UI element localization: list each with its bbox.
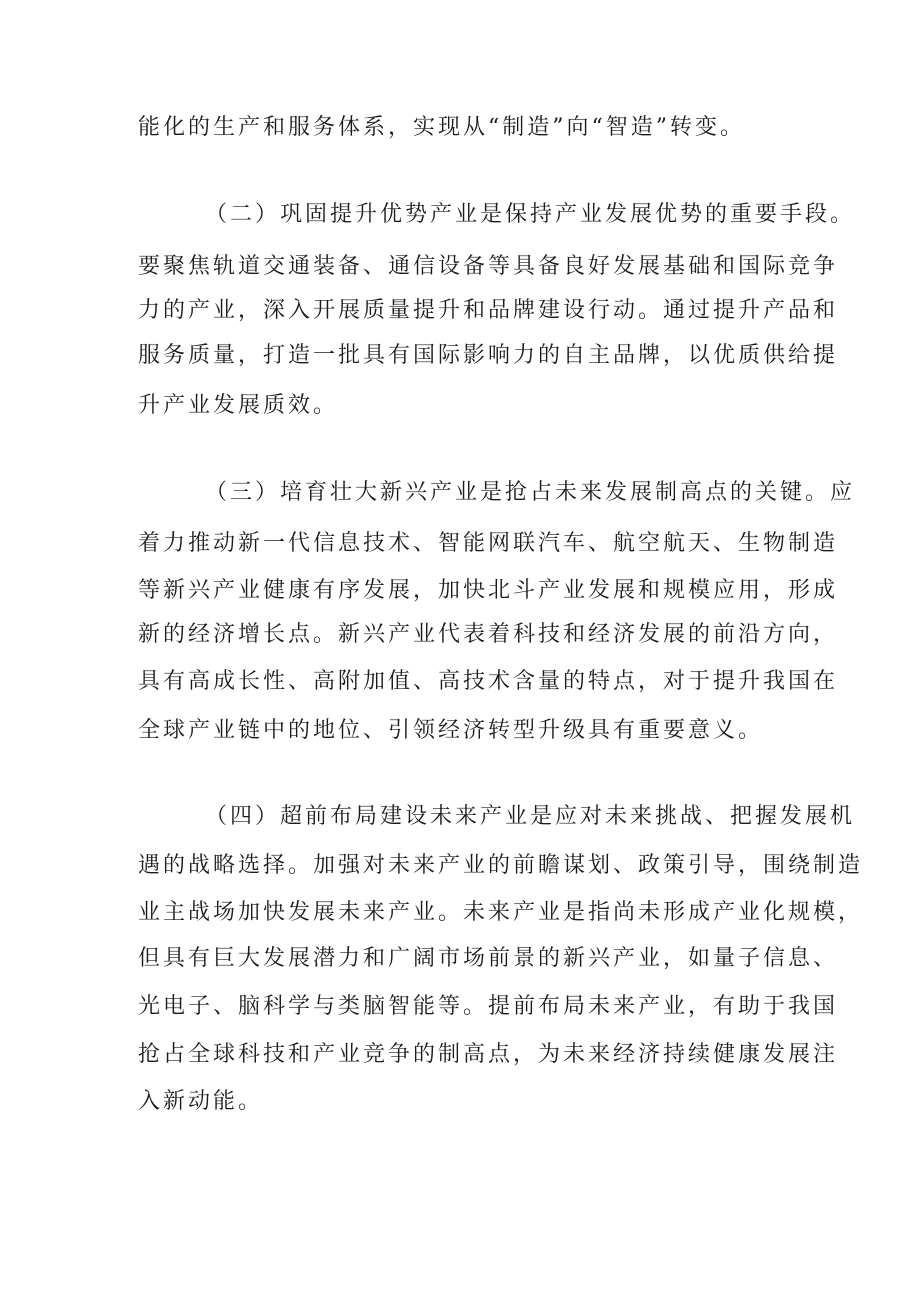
paragraph-2-line-1: 着力推动新一代信息技术、智能网联汽车、航空航天、生物制造 bbox=[138, 531, 839, 556]
paragraph-3-line-0: （四）超前布局建设未来产业是应对未来挑战、把握发展机 bbox=[205, 804, 856, 829]
paragraph-2-line-2: 等新兴产业健康有序发展，加快北斗产业发展和规模应用，形成 bbox=[138, 578, 839, 603]
paragraph-2-line-4: 具有高成长性、高附加值、高技术含量的特点，对于提升我国在 bbox=[138, 669, 839, 694]
paragraph-3-line-6: 入新动能。 bbox=[138, 1089, 264, 1114]
paragraph-1-line-1: 要聚焦轨道交通装备、通信设备等具备良好发展基础和国际竞争 bbox=[138, 254, 839, 279]
paragraph-3-line-3: 但具有巨大发展潜力和广阔市场前景的新兴产业，如量子信息、 bbox=[138, 946, 839, 971]
paragraph-1-line-3: 服务质量，打造一批具有国际影响力的自主品牌，以优质供给提 bbox=[138, 343, 839, 368]
paragraph-1-line-2: 力的产业，深入开展质量提升和品牌建设行动。通过提升产品和 bbox=[138, 298, 839, 323]
paragraph-2-line-5: 全球产业链中的地位、引领经济转型升级具有重要意义。 bbox=[138, 718, 764, 743]
paragraph-1-line-4: 升产业发展质效。 bbox=[138, 393, 339, 418]
paragraph-3-line-4: 光电子、脑科学与类脑智能等。提前布局未来产业，有助于我国 bbox=[138, 994, 839, 1019]
paragraph-1-line-0: （二）巩固提升优势产业是保持产业发展优势的重要手段。 bbox=[205, 202, 856, 227]
paragraph-3-line-5: 抢占全球科技和产业竞争的制高点，为未来经济持续健康发展注 bbox=[138, 1042, 839, 1067]
paragraph-2-line-0: （三）培育壮大新兴产业是抢占未来发展制高点的关键。应 bbox=[205, 480, 856, 505]
paragraph-3-line-1: 遇的战略选择。加强对未来产业的前瞻谋划、政策引导，围绕制造 bbox=[138, 853, 864, 878]
paragraph-0-line-0: 能化的生产和服务体系，实现从“制造”向“智造”转变。 bbox=[138, 115, 745, 140]
paragraph-2-line-3: 新的经济增长点。新兴产业代表着科技和经济发展的前沿方向， bbox=[138, 622, 839, 647]
paragraph-3-line-2: 业主战场加快发展未来产业。未来产业是指尚未形成产业化规模， bbox=[138, 900, 864, 925]
